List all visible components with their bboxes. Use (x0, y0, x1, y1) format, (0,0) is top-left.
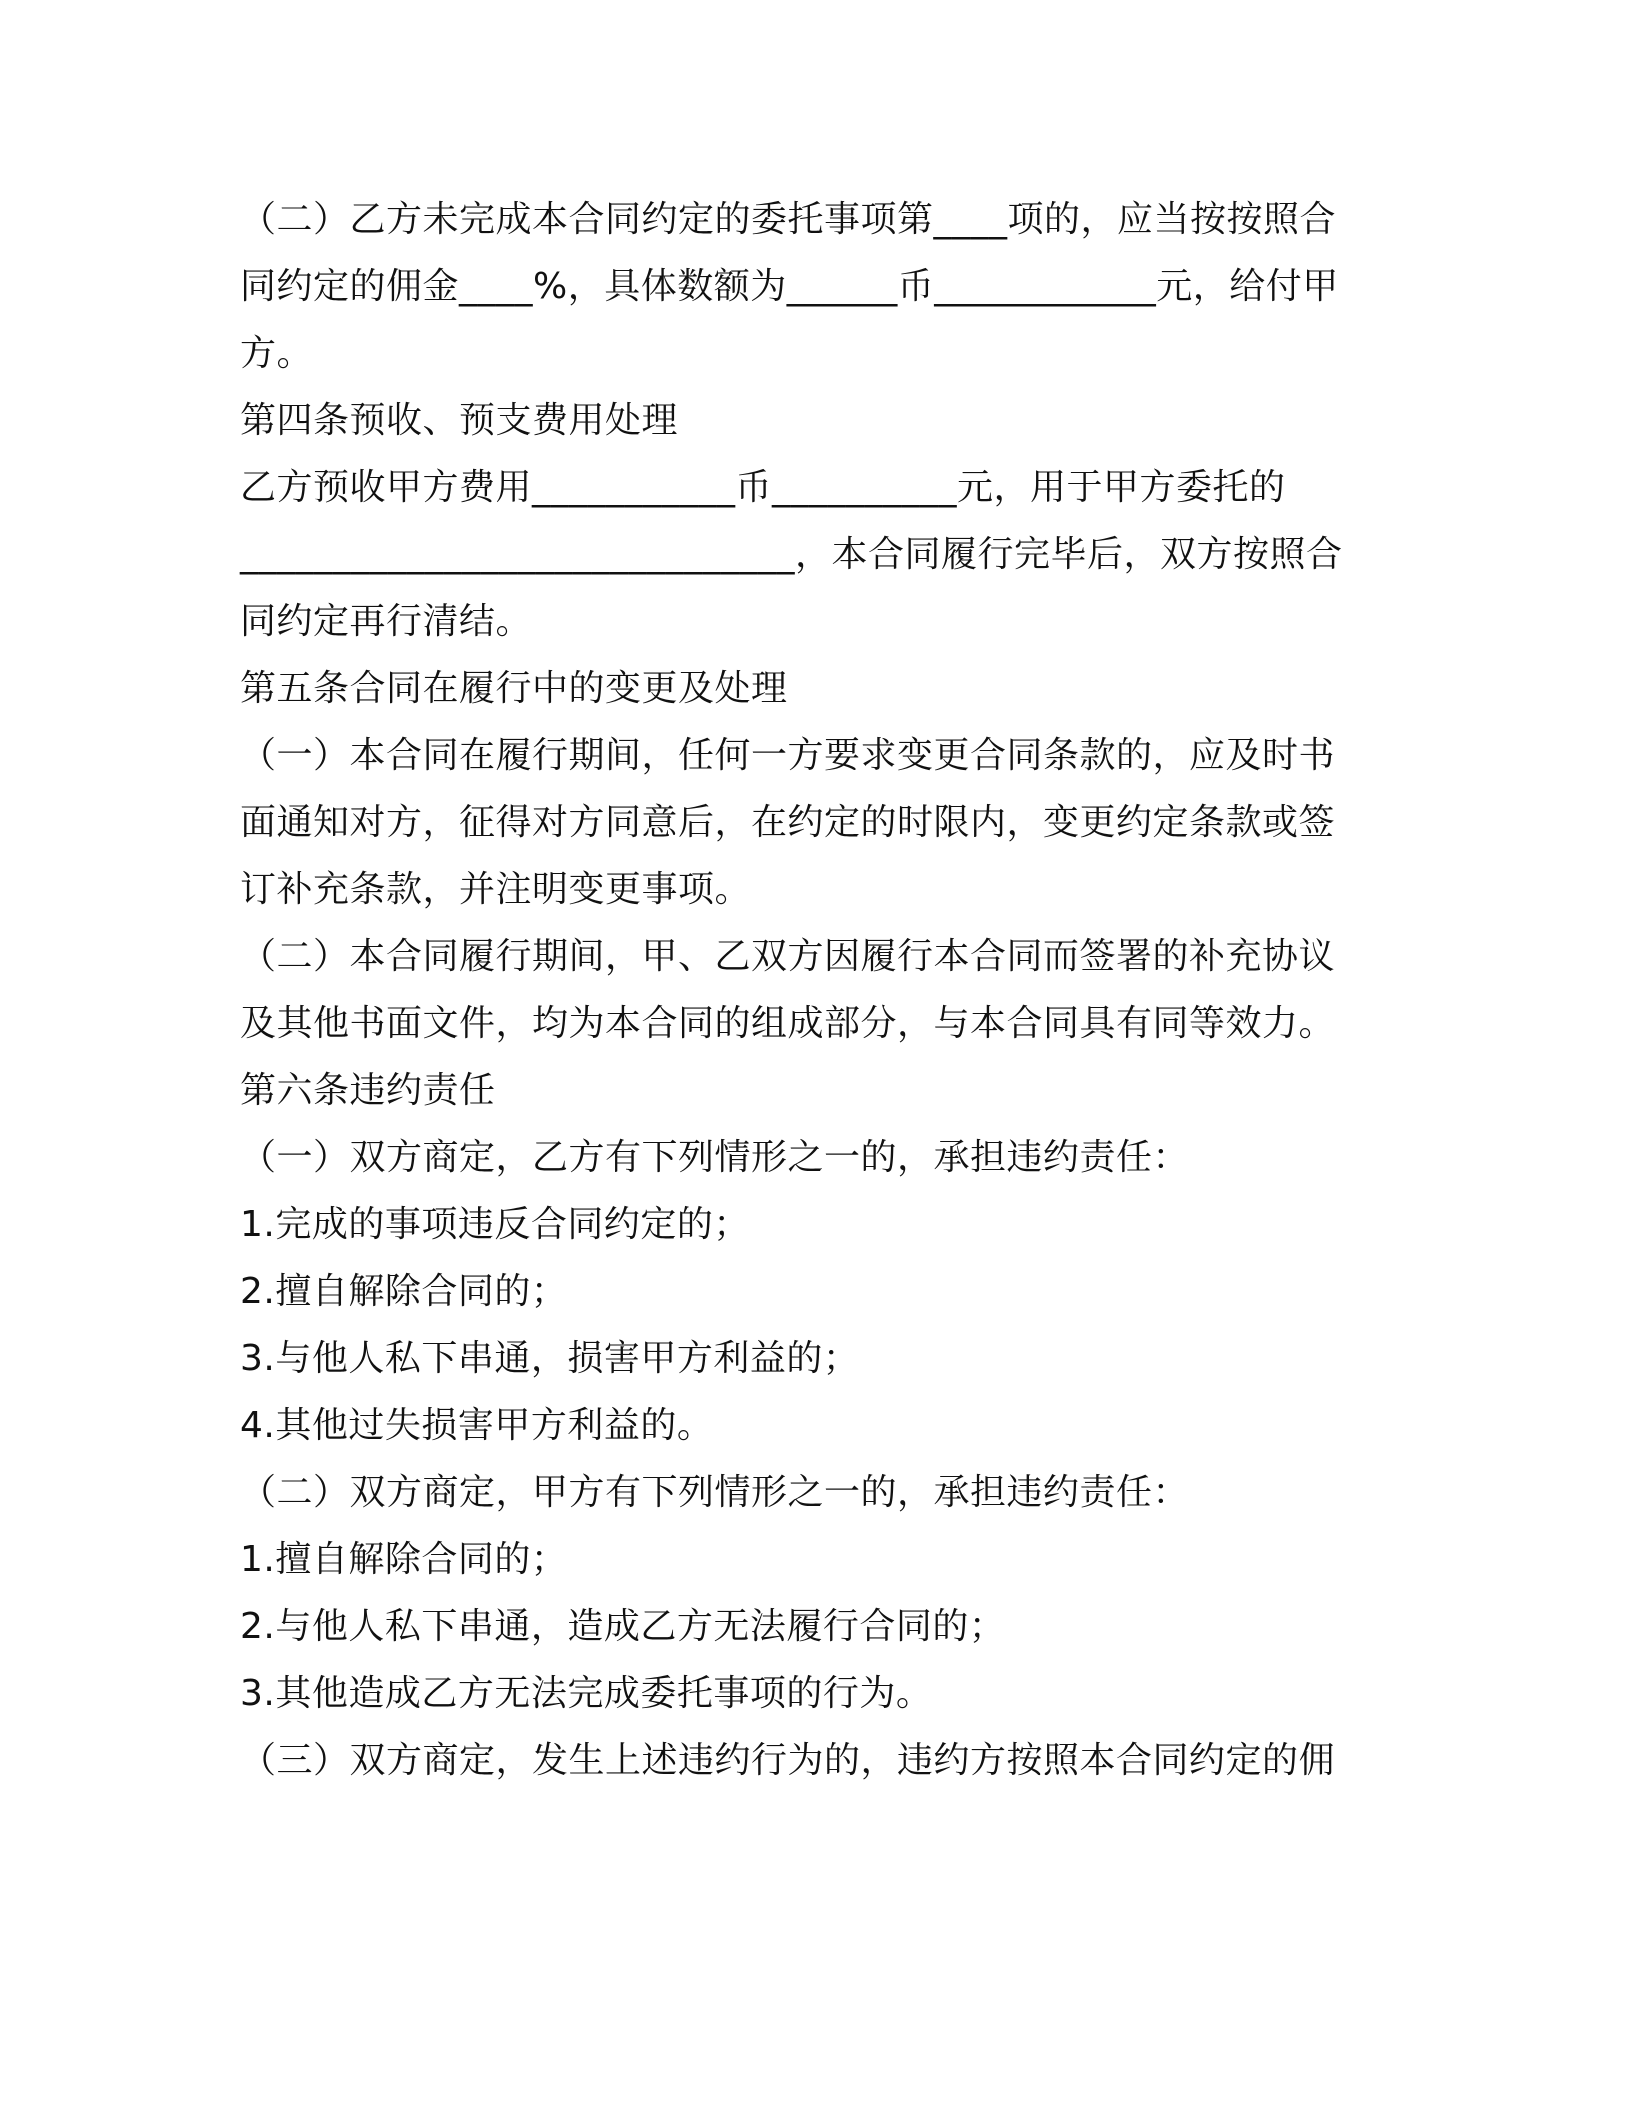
list-item: 2.擅自解除合同的； (240, 1271, 568, 1312)
text-line: 订补充条款，并注明变更事项。 (240, 869, 752, 910)
text-line: 方。 (240, 333, 314, 374)
text-line: （二）乙方未完成本合同约定的委托事项第____项的，应当按按照合 (240, 199, 1337, 240)
text-line: 同约定再行清结。 (240, 601, 533, 642)
text-line: 同约定的佣金____%，具体数额为______币____________元，给付甲 (240, 266, 1339, 307)
list-item: 3.与他人私下串通，损害甲方利益的； (240, 1338, 860, 1379)
text-line: （三）双方商定，发生上述违约行为的，违约方按照本合同约定的佣 (240, 1740, 1336, 1781)
list-item: 4.其他过失损害甲方利益的。 (240, 1405, 714, 1446)
text-line: 面通知对方，征得对方同意后，在约定的时限内，变更约定条款或签 (240, 802, 1336, 843)
list-item: 2.与他人私下串通，造成乙方无法履行合同的； (240, 1606, 1006, 1647)
document-body (240, 186, 1410, 1794)
text-line: （二）本合同履行期间，甲、乙双方因履行本合同而签署的补充协议 (240, 936, 1336, 977)
section-heading: 第六条违约责任 (240, 1070, 496, 1111)
section-heading: 第四条预收、预支费用处理 (240, 400, 679, 441)
text-line: 乙方预收甲方费用___________币__________元，用于甲方委托的 (240, 467, 1286, 508)
text-line: ______________________________，本合同履行完毕后，双方按照合 (240, 534, 1343, 575)
list-item: 1.擅自解除合同的； (240, 1539, 568, 1580)
section-heading: 第五条合同在履行中的变更及处理 (240, 668, 788, 709)
text-line: （二）双方商定，甲方有下列情形之一的，承担违约责任： (240, 1472, 1190, 1513)
text-line: （一）双方商定，乙方有下列情形之一的，承担违约责任： (240, 1137, 1190, 1178)
text-line: 及其他书面文件，均为本合同的组成部分，与本合同具有同等效力。 (240, 1003, 1336, 1044)
text-line: （一）本合同在履行期间，任何一方要求变更合同条款的，应及时书 (240, 735, 1336, 776)
list-item: 1.完成的事项违反合同约定的； (240, 1204, 750, 1245)
list-item: 3.其他造成乙方无法完成委托事项的行为。 (240, 1673, 933, 1714)
